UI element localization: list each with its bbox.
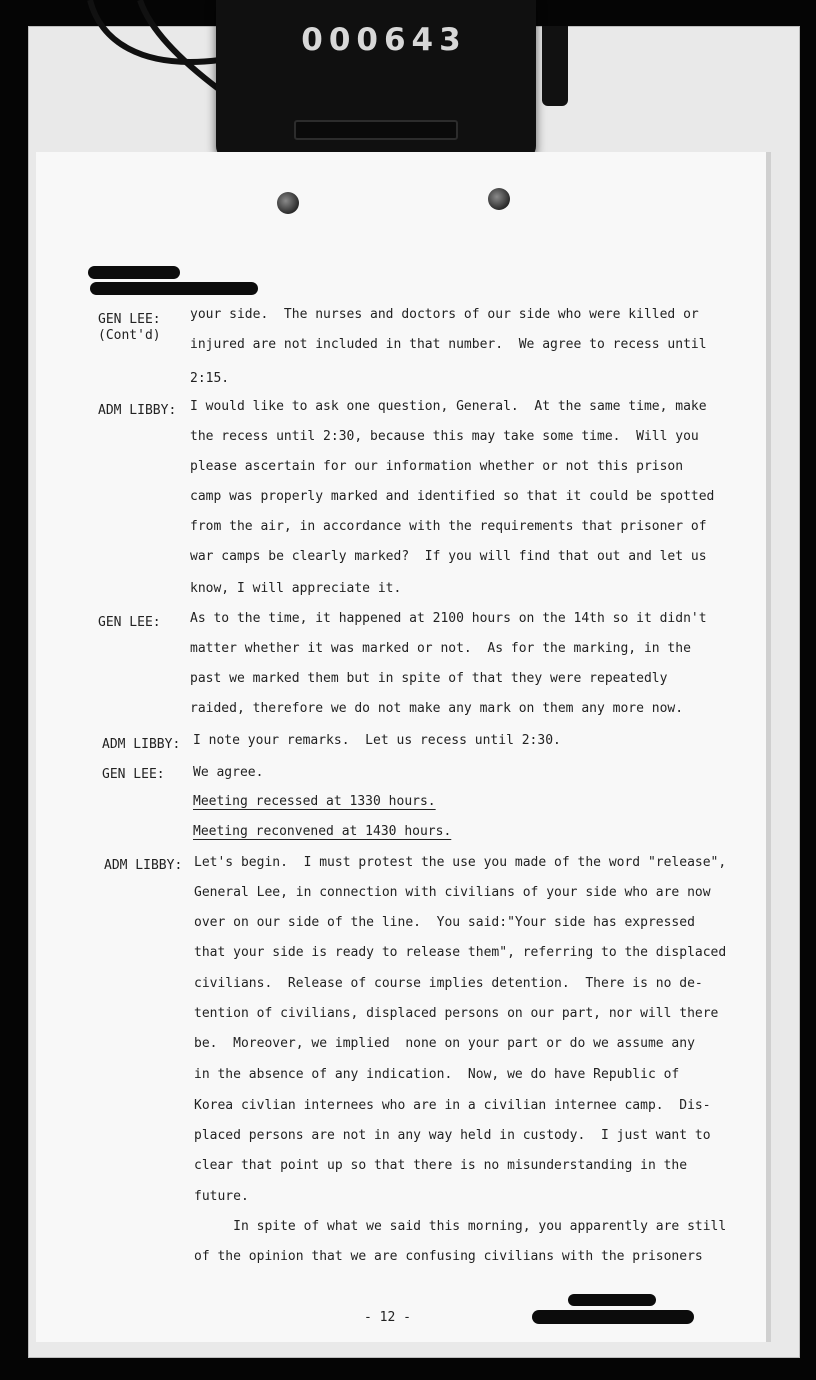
meeting-note: Meeting recessed at 1330 hours. (193, 794, 436, 809)
speaker-label: ADM LIBBY: (102, 737, 181, 752)
redaction-footer-bottom (532, 1310, 694, 1324)
speaker-label: ADM LIBBY: (98, 403, 177, 418)
text-line: civilians. Release of course implies detention. There is no de- (194, 976, 703, 991)
text-line: placed persons are not in any way held in custody. I just want to (194, 1128, 711, 1143)
text-line: know, I will appreciate it. (190, 581, 402, 596)
text-line: matter whether it was marked or not. As for the marking, in the (190, 641, 691, 656)
text-line: be. Moreover, we implied none on your part or do we assume any (194, 1036, 695, 1051)
text-line: tention of civilians, displaced persons on our part, nor will there (194, 1006, 719, 1021)
text-line: In spite of what we said this morning, you apparently are still (194, 1219, 727, 1234)
text-line: General Lee, in connection with civilians of your side who are now (194, 885, 711, 900)
speaker-label: GEN LEE: (98, 615, 161, 630)
redaction-header-top (88, 266, 180, 279)
counter-slot (294, 120, 458, 140)
text-line: Korea civlian internees who are in a civilian internee camp. Dis- (194, 1098, 711, 1113)
frame-counter (216, 0, 536, 160)
binder-rivet-left (277, 192, 299, 214)
text-line: that your side is ready to release them", referring to the displaced (194, 945, 727, 960)
meeting-note: Meeting reconvened at 1430 hours. (193, 824, 452, 839)
counter-number: 000643 (301, 22, 467, 58)
text-line: I would like to ask one question, General. At the same time, make (190, 399, 707, 414)
text-line: injured are not included in that number. We agree to recess until (190, 337, 707, 352)
text-line: Let's begin. I must protest the use you made of the word "release", (194, 855, 727, 870)
text-line: over on our side of the line. You said:"Your side has expressed (194, 915, 695, 930)
text-line: the recess until 2:30, because this may take some time. Will you (190, 429, 699, 444)
text-line: of the opinion that we are confusing civilians with the prisoners (194, 1249, 703, 1264)
text-line: clear that point up so that there is no misunderstanding in the (194, 1158, 688, 1173)
text-line: camp was properly marked and identified so that it could be spotted (190, 489, 715, 504)
text-line: future. (194, 1189, 249, 1204)
text-line: 2:15. (190, 371, 230, 386)
text-line: past we marked them but in spite of that they were repeatedly (190, 671, 668, 686)
text-line: please ascertain for our information whether or not this prison (190, 459, 684, 474)
text-line: your side. The nurses and doctors of our side who were killed or (190, 307, 699, 322)
text-line: I note your remarks. Let us recess until 2:30. (193, 733, 561, 748)
text-line: in the absence of any indication. Now, we do have Republic of (194, 1067, 680, 1082)
page-number: - 12 - (364, 1310, 411, 1325)
redaction-footer-top (568, 1294, 656, 1306)
speaker-label: ADM LIBBY: (104, 858, 183, 873)
text-line: As to the time, it happened at 2100 hours on the 14th so it didn't (190, 611, 707, 626)
text-line: from the air, in accordance with the requirements that prisoner of (190, 519, 707, 534)
speaker-label: GEN LEE: (Cont'd) (98, 312, 161, 343)
redaction-header-bottom (90, 282, 258, 295)
speaker-label: GEN LEE: (102, 767, 165, 782)
counter-clip (542, 26, 568, 106)
cable (80, 0, 230, 110)
text-line: We agree. (193, 765, 264, 780)
binder-rivet-right (488, 188, 510, 210)
text-line: war camps be clearly marked? If you will find that out and let us (190, 549, 707, 564)
text-line: raided, therefore we do not make any mark on them any more now. (190, 701, 684, 716)
